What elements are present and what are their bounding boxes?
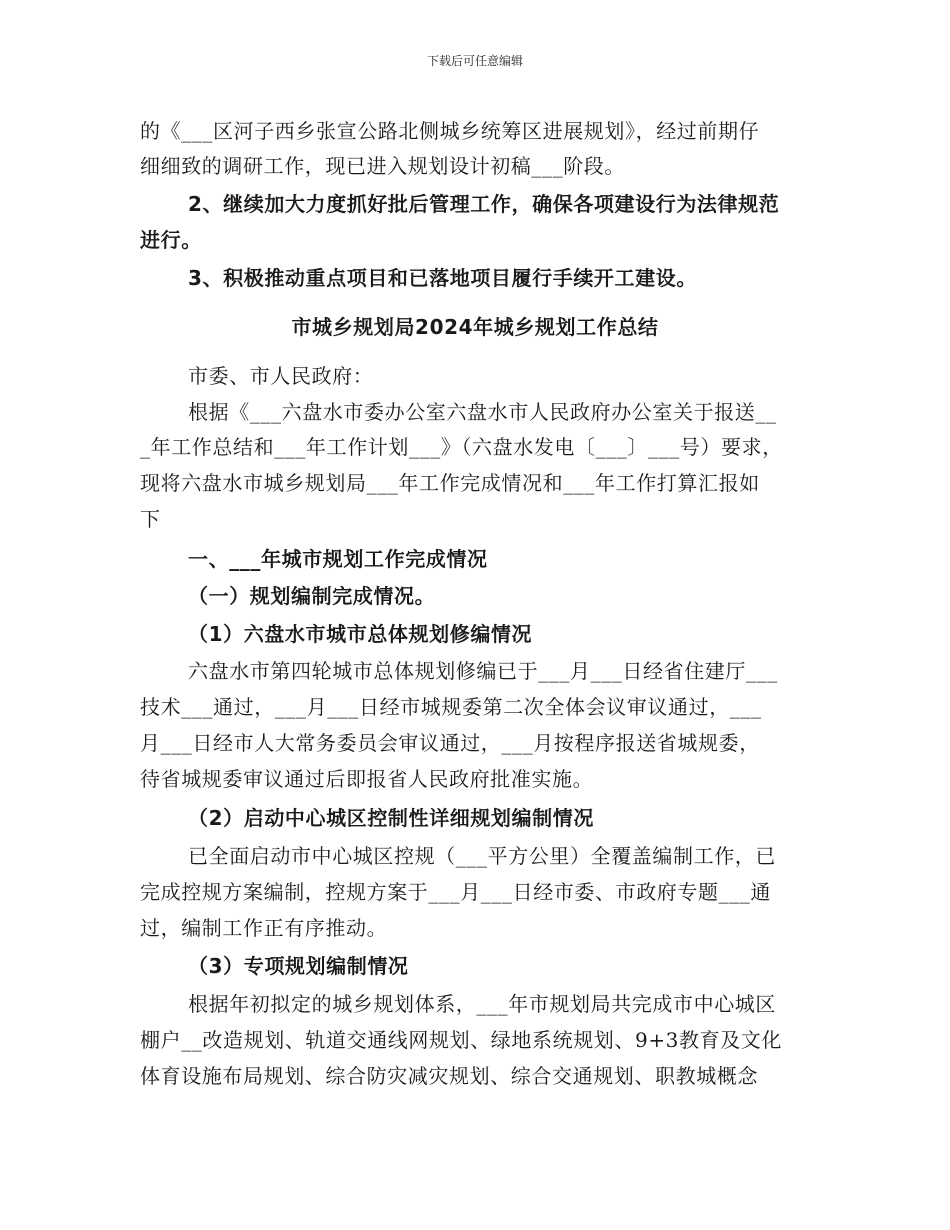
body-text-line: 体育设施布局规划、综合防灾减灾规划、综合交通规划、职教城概念 <box>140 1064 758 1088</box>
body-text-line: 待省城规委审议通过后即报省人民政府批准实施。 <box>140 767 594 791</box>
subsection-heading: （1）六盘水市城市总体规划修编情况 <box>188 622 533 646</box>
body-text-line: 过，编制工作正有序推动。 <box>140 916 388 940</box>
bold-item-heading: 3、积极推动重点项目和已落地项目履行手续开工建设。 <box>188 266 697 290</box>
body-text-line: 完成控规方案编制，控规方案于___月___日经市委、市政府专题___通 <box>140 880 771 904</box>
body-text-line: 月___日经市人大常务委员会审议通过，___月按程序报送省城规委， <box>140 731 760 755</box>
document-title: 市城乡规划局2024年城乡规划工作总结 <box>291 315 659 339</box>
page-header: 下载后可任意编辑 <box>426 54 523 68</box>
body-text-line: 根据年初拟定的城乡规划体系，___年市规划局共完成市中心城区 <box>188 992 776 1016</box>
section-heading: 一、___年城市规划工作完成情况 <box>188 547 488 571</box>
body-text-line: 技术___通过，___月___日经市城规委第二次全体会议审议通过，___ <box>140 695 762 719</box>
body-text-line: 的《___区河子西乡张宣公路北侧城乡统筹区进展规划》，经过前期仔 <box>140 119 760 143</box>
bold-item-heading: 2、继续加大力度抓好批后管理工作，确保各项建设行为法律规范 <box>188 192 780 216</box>
body-text-line: _年工作总结和___年工作计划___》（六盘水发电〔___〕___号）要求， <box>140 435 783 459</box>
subsection-heading: （一）规划编制完成情况。 <box>188 584 436 608</box>
body-text-line: 下 <box>140 507 161 531</box>
bold-item-heading: 进行。 <box>140 228 202 252</box>
subsection-heading: （2）启动中心城区控制性详细规划编制情况 <box>188 806 594 830</box>
body-text-line: 现将六盘水市城乡规划局___年工作完成情况和___年工作打算汇报如 <box>140 471 760 495</box>
salutation: 市委、市人民政府： <box>188 364 374 388</box>
body-text-line: 细细致的调研工作，现已进入规划设计初稿___阶段。 <box>140 154 625 178</box>
body-text-line: 六盘水市第四轮城市总体规划修编已于___月___日经省住建厅___ <box>188 659 778 683</box>
body-text-line: 根据《___六盘水市委办公室六盘水市人民政府办公室关于报送__ <box>188 400 777 424</box>
subsection-heading: （3）专项规划编制情况 <box>188 954 409 978</box>
body-text-line: 已全面启动市中心城区控规（___平方公里）全覆盖编制工作，已 <box>188 844 776 868</box>
body-text-line: 棚户__改造规划、轨道交通线网规划、绿地系统规划、9+3教育及文化 <box>140 1028 783 1052</box>
